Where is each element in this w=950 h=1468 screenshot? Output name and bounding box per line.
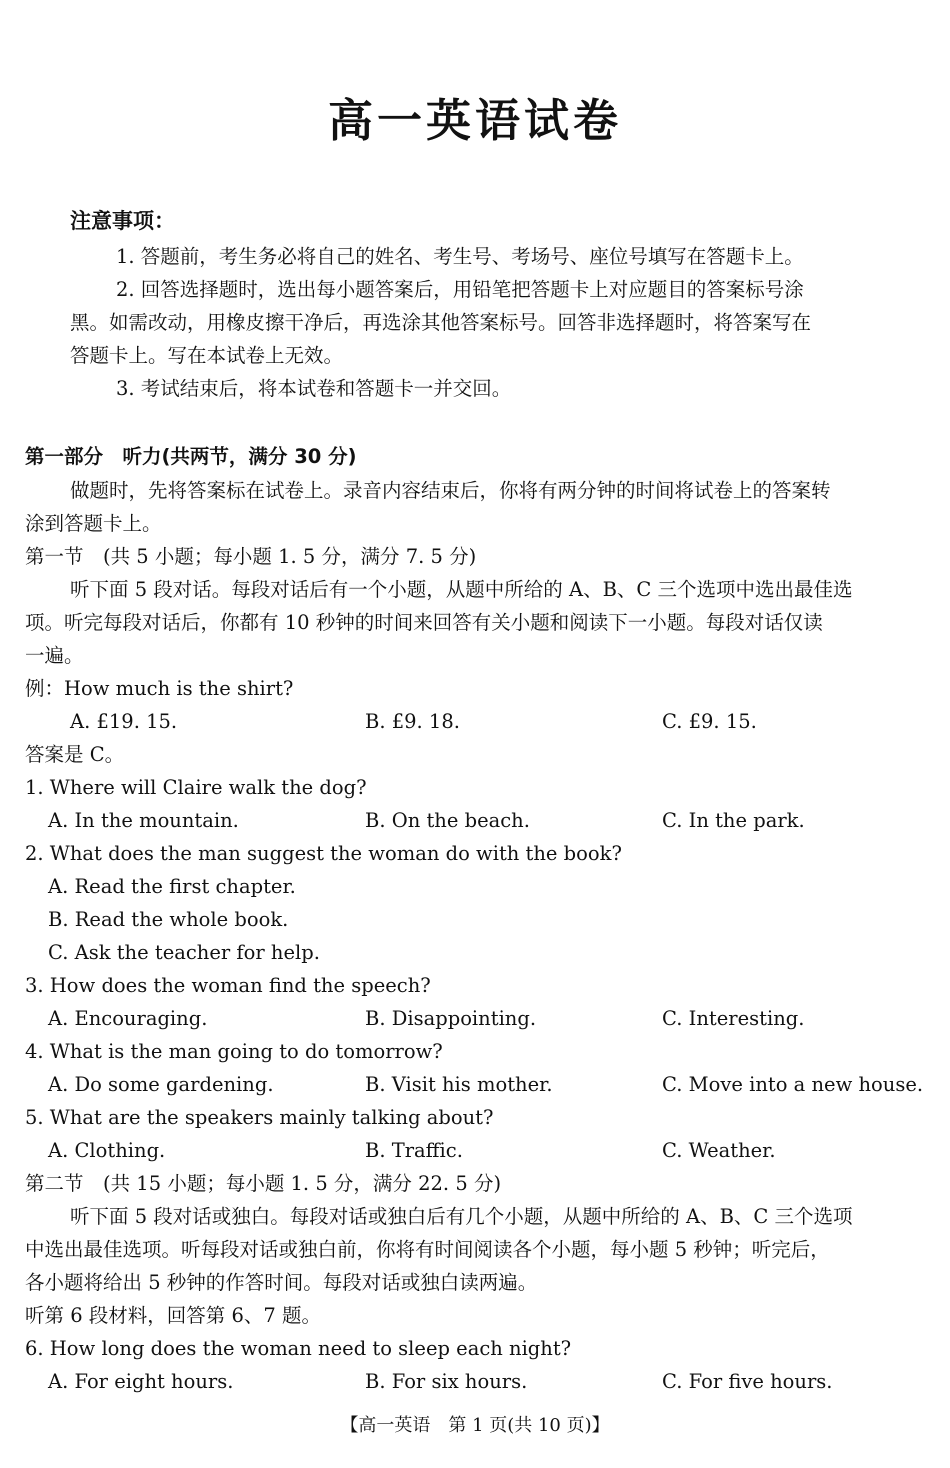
question-6-option-b: B. For six hours. xyxy=(365,1370,528,1393)
question-4: 4. What is the man going to do tomorrow? xyxy=(25,1040,443,1063)
question-3-option-b: B. Disappointing. xyxy=(365,1007,537,1030)
notice-item-2-line-1: 2. 回答选择题时，选出每小题答案后，用铅笔把答题卡上对应题目的答案标号涂 xyxy=(116,278,804,301)
part1-heading: 第一部分 听力(共两节，满分 30 分) xyxy=(25,445,357,468)
question-5-option-b: B. Traffic. xyxy=(365,1139,463,1162)
part1-intro-line-1: 做题时，先将答案标在试卷上。录音内容结束后，你将有两分钟的时间将试卷上的答案转 xyxy=(70,479,831,502)
example-option-c: C. £9. 15. xyxy=(662,710,757,733)
question-6: 6. How long does the woman need to sleep each night? xyxy=(25,1337,572,1360)
question-4-option-c: C. Move into a new house. xyxy=(662,1073,924,1096)
question-5: 5. What are the speakers mainly talking about? xyxy=(25,1106,494,1129)
question-2-option-c: C. Ask the teacher for help. xyxy=(48,941,320,964)
question-5-option-a: A. Clothing. xyxy=(48,1139,166,1162)
material-6-instruction: 听第 6 段材料，回答第 6、7 题。 xyxy=(25,1304,322,1327)
notice-item-3: 3. 考试结束后，将本试卷和答题卡一并交回。 xyxy=(116,377,512,400)
notice-heading: 注意事项： xyxy=(70,209,175,233)
question-6-option-a: A. For eight hours. xyxy=(48,1370,234,1393)
question-3: 3. How does the woman find the speech? xyxy=(25,974,431,997)
example-option-a: A. £19. 15. xyxy=(70,710,178,733)
example-answer: 答案是 C。 xyxy=(25,743,125,766)
question-2: 2. What does the man suggest the woman do with the book? xyxy=(25,842,622,865)
page-footer: 【高一英语 第 1 页(共 10 页)】 xyxy=(340,1415,610,1436)
section1-intro-line-2: 项。听完每段对话后，你都有 10 秒钟的时间来回答有关小题和阅读下一小题。每段对话仅读 xyxy=(25,611,823,634)
notice-item-2-line-2: 黑。如需改动，用橡皮擦干净后，再选涂其他答案标号。回答非选择题时，将答案写在 xyxy=(70,311,812,334)
section2-intro-line-3: 各小题将给出 5 秒钟的作答时间。每段对话或独白读两遍。 xyxy=(25,1271,538,1294)
question-4-option-b: B. Visit his mother. xyxy=(365,1073,553,1096)
section1-heading: 第一节 (共 5 小题；每小题 1. 5 分，满分 7. 5 分) xyxy=(25,545,477,568)
question-3-option-c: C. Interesting. xyxy=(662,1007,805,1030)
question-1-option-b: B. On the beach. xyxy=(365,809,530,832)
section2-heading: 第二节 (共 15 小题；每小题 1. 5 分，满分 22. 5 分) xyxy=(25,1172,502,1195)
question-1-option-c: C. In the park. xyxy=(662,809,805,832)
question-4-option-a: A. Do some gardening. xyxy=(48,1073,274,1096)
section1-intro-line-1: 听下面 5 段对话。每段对话后有一个小题，从题中所给的 A、B、C 三个选项中选出最佳选 xyxy=(70,578,853,601)
example-question: 例：How much is the shirt? xyxy=(25,677,294,700)
question-5-option-c: C. Weather. xyxy=(662,1139,776,1162)
question-2-option-a: A. Read the first chapter. xyxy=(48,875,296,898)
question-1-option-a: A. In the mountain. xyxy=(48,809,239,832)
part1-intro-line-2: 涂到答题卡上。 xyxy=(25,512,162,535)
question-2-option-b: B. Read the whole book. xyxy=(48,908,289,931)
notice-item-2-line-3: 答题卡上。写在本试卷上无效。 xyxy=(70,344,344,367)
notice-item-1: 1. 答题前，考生务必将自己的姓名、考生号、考场号、座位号填写在答题卡上。 xyxy=(116,245,804,268)
section1-intro-line-3: 一遍。 xyxy=(25,644,84,667)
example-option-b: B. £9. 18. xyxy=(365,710,460,733)
question-6-option-c: C. For five hours. xyxy=(662,1370,833,1393)
section2-intro-line-1: 听下面 5 段对话或独白。每段对话或独白后有几个小题，从题中所给的 A、B、C 三个选项 xyxy=(70,1205,853,1228)
exam-title: 高一英语试卷 xyxy=(327,94,622,147)
question-1: 1. Where will Claire walk the dog? xyxy=(25,776,367,799)
question-3-option-a: A. Encouraging. xyxy=(48,1007,208,1030)
section2-intro-line-2: 中选出最佳选项。听每段对话或独白前，你将有时间阅读各个小题，每小题 5 秒钟；听完后， xyxy=(25,1238,830,1261)
